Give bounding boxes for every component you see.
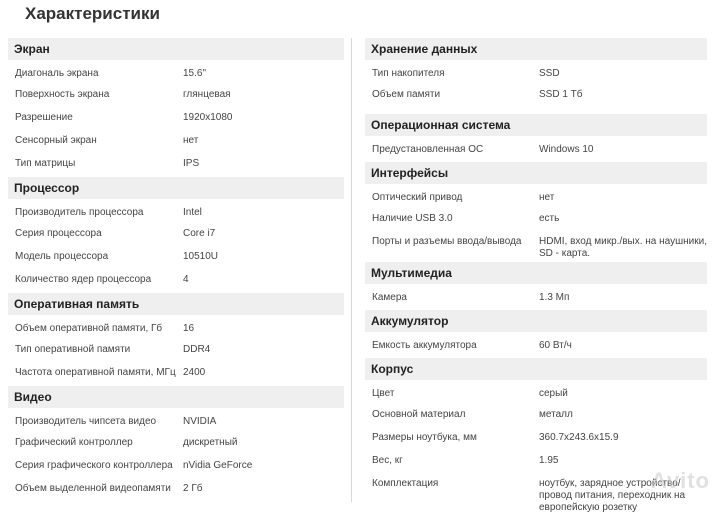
spec-label: Оптический привод	[372, 192, 463, 203]
spec-value: 10510U	[183, 251, 219, 262]
spec-value: 60 Вт/ч	[539, 340, 572, 351]
section-header: Операционная система	[365, 114, 707, 136]
section-header: Мультимедиа	[365, 262, 707, 284]
spec-row	[365, 403, 707, 426]
spec-value: 4	[183, 274, 189, 285]
spec-row	[8, 268, 344, 291]
spec-row	[365, 380, 707, 403]
spec-label: Предустановленная ОС	[372, 144, 484, 155]
spec-row	[8, 60, 344, 83]
spec-label: Объем памяти	[372, 89, 441, 100]
spec-label: Порты и разъемы ввода/вывода	[372, 236, 522, 247]
spec-label: Количество ядер процессора	[15, 274, 152, 285]
spec-value: SSD 1 Тб	[539, 89, 583, 100]
specs-left-column	[8, 38, 344, 500]
spec-row	[365, 60, 707, 83]
spec-value: 1920x1080	[183, 112, 233, 123]
spec-label: Частота оперативной памяти, МГц	[15, 367, 176, 378]
spec-value: есть	[539, 213, 560, 224]
spec-row	[8, 408, 344, 431]
spec-row	[8, 338, 344, 361]
spec-value: 15.6"	[183, 68, 207, 79]
specs-right-column	[365, 38, 707, 512]
section-header: Интерфейсы	[365, 162, 707, 184]
spec-label: Серия процессора	[15, 228, 102, 239]
spec-label: Цвет	[372, 388, 395, 399]
spec-row	[365, 136, 707, 160]
spec-row	[365, 184, 707, 207]
spec-value: 16	[183, 323, 195, 334]
spec-row	[8, 129, 344, 152]
spec-label: Основной материал	[372, 409, 466, 420]
spec-value: ноутбук, зарядное устройство/провод питания, переходник на европейскую розетку	[539, 478, 686, 513]
avito-watermark: Avito	[650, 468, 710, 493]
section-header: Оперативная память	[8, 293, 344, 315]
spec-value: серый	[539, 388, 568, 399]
spec-label: Производитель чипсета видео	[15, 416, 157, 427]
spec-label: Разрешение	[15, 112, 73, 123]
spec-row	[365, 284, 707, 308]
spec-label: Тип матрицы	[15, 158, 76, 169]
section-header: Корпус	[365, 358, 707, 380]
spec-label: Диагональ экрана	[15, 68, 99, 79]
spec-label: Камера	[372, 292, 407, 303]
spec-label: Серия графического контроллера	[15, 460, 173, 471]
spec-value: NVIDIA	[183, 416, 217, 427]
spec-value: 360.7x243.6x15.9	[539, 432, 619, 443]
spec-label: Комплектация	[372, 478, 439, 489]
spec-label: Поверхность экрана	[15, 89, 110, 100]
spec-row	[8, 222, 344, 245]
spec-value: SSD	[539, 68, 560, 79]
spec-value: нет	[183, 135, 199, 146]
spec-value: Core i7	[183, 228, 216, 239]
spec-label: Объем выделенной видеопамяти	[15, 483, 171, 494]
spec-value: Intel	[183, 207, 202, 218]
section-header: Хранение данных	[365, 38, 707, 60]
spec-row	[365, 83, 707, 112]
spec-label: Модель процессора	[15, 251, 109, 262]
spec-row	[365, 230, 707, 260]
spec-value: DDR4	[183, 344, 211, 355]
section-header: Видео	[8, 386, 344, 408]
spec-row	[8, 152, 344, 175]
spec-value: nVidia GeForce	[183, 460, 253, 471]
spec-row	[8, 245, 344, 268]
spec-value: глянцевая	[183, 89, 231, 100]
spec-row	[365, 332, 707, 356]
spec-label: Тип накопителя	[372, 68, 445, 79]
spec-row	[365, 426, 707, 449]
spec-row	[8, 361, 344, 384]
spec-value: 2 Гб	[183, 483, 203, 494]
spec-value: IPS	[183, 158, 200, 169]
column-divider	[351, 38, 352, 502]
spec-row	[8, 431, 344, 454]
section-header: Процессор	[8, 177, 344, 199]
spec-value: 1.95	[539, 455, 559, 466]
spec-label: Графический контроллер	[15, 437, 133, 448]
spec-value: 2400	[183, 367, 206, 378]
spec-label: Емкость аккумулятора	[372, 340, 477, 351]
spec-row	[8, 106, 344, 129]
spec-value: металл	[539, 409, 573, 420]
section-header: Экран	[8, 38, 344, 60]
spec-value: нет	[539, 192, 555, 203]
spec-value: Windows 10	[539, 144, 594, 155]
spec-row	[8, 83, 344, 106]
spec-row	[365, 207, 707, 230]
spec-label: Наличие USB 3.0	[372, 213, 453, 224]
spec-label: Сенсорный экран	[15, 135, 97, 146]
page-title: Характеристики	[25, 4, 160, 23]
spec-row	[8, 454, 344, 477]
spec-label: Вес, кг	[372, 455, 403, 466]
spec-row	[8, 199, 344, 222]
spec-label: Объем оперативной памяти, Гб	[15, 323, 163, 334]
section-header: Аккумулятор	[365, 310, 707, 332]
spec-label: Размеры ноутбука, мм	[372, 432, 477, 443]
spec-label: Производитель процессора	[15, 207, 144, 218]
spec-row	[8, 477, 344, 500]
spec-value: HDMI, вход микр./вых. на наушники, SD - карта.	[539, 236, 707, 259]
spec-value: 1.3 Мп	[539, 292, 570, 303]
spec-value: дискретный	[183, 437, 238, 448]
spec-label: Тип оперативной памяти	[15, 344, 131, 355]
spec-row	[8, 315, 344, 338]
